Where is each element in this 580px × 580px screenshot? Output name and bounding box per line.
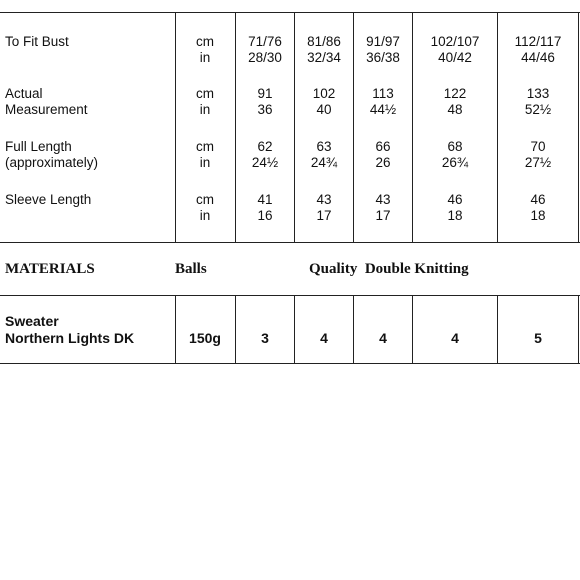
size-chart [0, 12, 580, 366]
cell-value: 24¾ [310, 155, 338, 170]
cell-value: 26¾ [441, 155, 469, 170]
cell-value: 43 [316, 192, 332, 207]
cell-value: 16 [257, 208, 273, 223]
cell-value: 62 [257, 139, 273, 154]
section-divider [0, 295, 580, 296]
ball-count: 4 [320, 330, 328, 346]
cell-value: 102 [312, 86, 336, 101]
cell-value: 66 [375, 139, 391, 154]
unit-cm: cm [196, 192, 214, 207]
yarn-name: Northern Lights DK [5, 330, 135, 346]
yarn-weight: 150g [189, 330, 221, 346]
cell-value: 46 [447, 192, 463, 207]
cell-value: 63 [316, 139, 332, 154]
cell-value: 122 [443, 86, 467, 101]
unit-in: in [199, 50, 211, 65]
sweater-label: Sweater [5, 313, 59, 329]
balls-heading: Balls [175, 261, 207, 277]
cell-value: 41 [257, 192, 273, 207]
row-label: (approximately) [5, 155, 99, 170]
cell-value: 18 [530, 208, 546, 223]
cell-value: 48 [447, 102, 463, 117]
divider [578, 295, 579, 364]
cell-value: 17 [316, 208, 332, 223]
cell-value: 91/97 [366, 34, 400, 49]
cell-value: 17 [375, 208, 391, 223]
unit-cm: cm [196, 34, 214, 49]
cell-value: 52½ [524, 102, 552, 117]
cell-value: 40/42 [438, 50, 472, 65]
cell-value: 44/46 [521, 50, 555, 65]
materials-heading: MATERIALS [5, 261, 95, 277]
cell-value: 112/117 [514, 34, 562, 49]
cell-value: 133 [526, 86, 550, 101]
cell-value: 32/34 [307, 50, 341, 65]
ball-count: 3 [261, 330, 269, 346]
ball-count: 5 [534, 330, 542, 346]
cell-value: 28/30 [248, 50, 282, 65]
cell-value: 24½ [251, 155, 279, 170]
row-label: Actual [5, 86, 43, 101]
cell-value: 36 [257, 102, 273, 117]
cell-value: 113 [372, 86, 394, 101]
cell-value: 40 [316, 102, 332, 117]
section-divider [0, 242, 580, 243]
cell-value: 27½ [524, 155, 552, 170]
cell-value: 44½ [369, 102, 397, 117]
row-label: Sleeve Length [5, 192, 92, 207]
cell-value: 68 [447, 139, 463, 154]
unit-in: in [199, 155, 211, 170]
cell-value: 102/107 [430, 34, 480, 49]
unit-in: in [199, 208, 211, 223]
cell-value: 81/86 [307, 34, 341, 49]
row-label: Measurement [5, 102, 88, 117]
cell-value: 91 [257, 86, 273, 101]
cell-value: 18 [447, 208, 463, 223]
quality-heading: Quality Double Knitting [309, 261, 469, 277]
unit-cm: cm [196, 86, 214, 101]
cell-value: 46 [530, 192, 546, 207]
cell-value: 43 [375, 192, 391, 207]
cell-value: 36/38 [366, 50, 400, 65]
unit-cm: cm [196, 139, 214, 154]
cell-value: 70 [530, 139, 546, 154]
cell-value: 71/76 [248, 34, 282, 49]
ball-count: 4 [379, 330, 387, 346]
divider [578, 12, 579, 243]
row-label: Full Length [5, 139, 72, 154]
unit-in: in [199, 102, 211, 117]
cell-value: 26 [375, 155, 391, 170]
row-label: To Fit Bust [5, 34, 69, 49]
ball-count: 4 [451, 330, 459, 346]
